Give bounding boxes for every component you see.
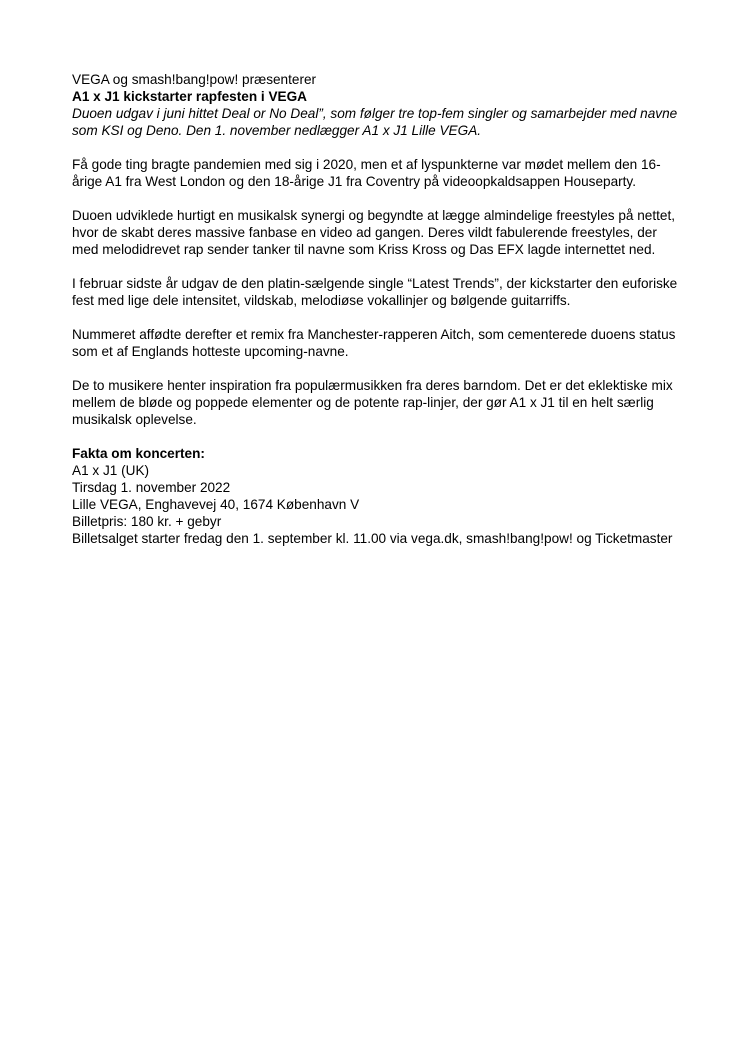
- body-paragraph-5: De to musikere henter inspiration fra populærmusikken fra deres barndom. Det er det eklektiske mix mellem de bløde og poppede elementer og de potente rap-linjer, der gør A1 x J1 til en helt særlig musikalsk oplevelse.: [72, 378, 673, 427]
- lead-paragraph: Duoen udgav i juni hittet Deal or No Deal”, som følger tre top-fem singler og samarbejder med navne som KSI og Deno. Den 1. november nedlægger A1 x J1 Lille VEGA.: [72, 106, 678, 138]
- headline: A1 x J1 kickstarter rapfesten i VEGA: [72, 89, 307, 104]
- document-page: [72, 71, 680, 547]
- presenter-line: VEGA og smash!bang!pow! præsenterer: [72, 72, 317, 87]
- facts-artist: A1 x J1 (UK): [72, 463, 150, 478]
- body-paragraph-2: Duoen udviklede hurtigt en musikalsk synergi og begyndte at lægge almindelige freestyles på nettet, hvor de skabt deres massive fanbase en video ad gangen. Deres vildt fabulerende freestyles, der med melodidrevet rap sender tanker til navne som Kriss Kross og Das EFX lagde internettet ned.: [72, 208, 676, 257]
- body-paragraph-4: Nummeret affødte derefter et remix fra Manchester-rapperen Aitch, som cementerede duoens status som et af Englands hotteste upcoming-navne.: [72, 327, 676, 359]
- body-paragraph-1: Få gode ting bragte pandemien med sig i 2020, men et af lyspunkterne var mødet mellem den 16-årige A1 fra West London og den 18-årige J1 fra Coventry på videoopkaldsappen Houseparty.: [72, 157, 661, 189]
- facts-date: Tirsdag 1. november 2022: [72, 480, 231, 495]
- body-paragraph-3: I februar sidste år udgav de den platin-sælgende single “Latest Trends”, der kickstarter den euforiske fest med lige dele intensitet, vildskab, melodiøse vokallinjer og bølgende guitarriffs.: [72, 276, 678, 308]
- facts-venue: Lille VEGA, Enghavevej 40, 1674 København V: [72, 497, 360, 512]
- facts-sale: Billetsalget starter fredag den 1. september kl. 11.00 via vega.dk, smash!bang!pow! og Ticketmaster: [72, 531, 673, 546]
- facts-heading: Fakta om koncerten:: [72, 446, 205, 461]
- facts-price: Billetpris: 180 kr. + gebyr: [72, 514, 222, 529]
